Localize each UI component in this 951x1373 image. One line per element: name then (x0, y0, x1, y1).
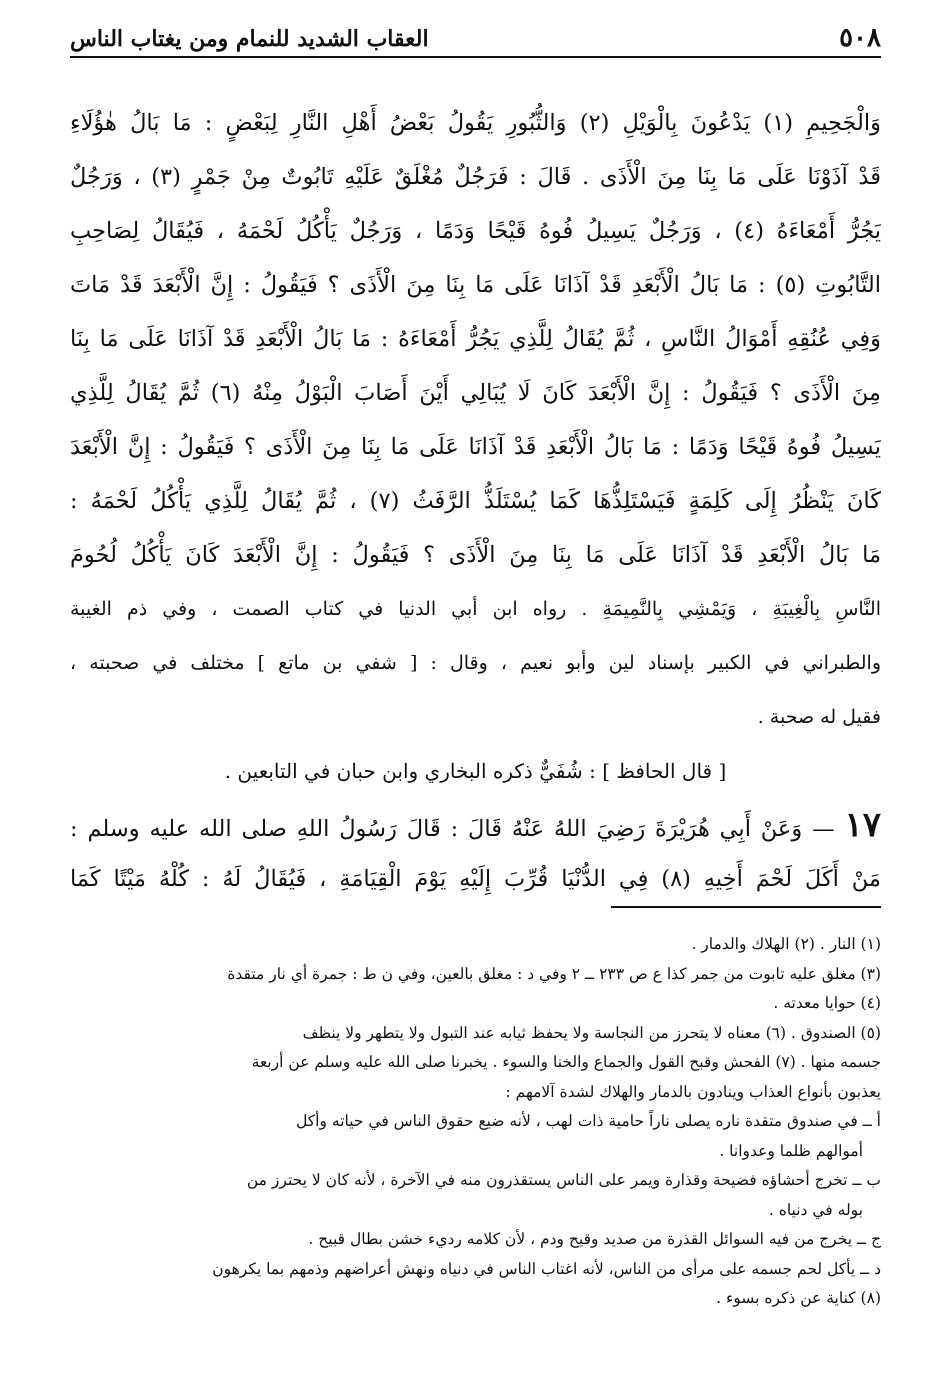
footnote-line: يعذبون بأنواع العذاب وينادون بالدمار والهلاك لشدة آلامهم : (505, 1082, 881, 1101)
hafiz-note: [ قال الحافظ ] : شُفَيٌّ ذكره البخاري وابن حبان في التابعين . (224, 759, 727, 783)
running-title: العقاب الشديد للنمام ومن يغتاب الناس (70, 26, 429, 52)
main-text (70, 96, 881, 906)
text-line: النَّاسِ بِالْغِيبَةِ ، وَيَمْشِي بِالنَّمِيمَةِ . رواه ابن أبي الدنيا في كتاب الصمت ، وفي ذم الغيبة (70, 598, 881, 620)
footnote-line: أ ــ في صندوق متقدة ناره يصلى ناراً حامية ذات لهب ، لأنه ضيع حقوق الناس في حياته وأكل (296, 1112, 881, 1130)
hadith-text: — وَعَنْ أَبِي هُرَيْرَةَ رَضِيَ اللهُ عَنْهُ قَالَ : قَالَ رَسُولُ اللهِ صلى الله عليه وسلم : (70, 816, 835, 842)
hadith-number: ١٧ (844, 805, 881, 845)
footnote-line: أموالهم ظلما وعدوانا . (719, 1141, 863, 1160)
text-line: قَدْ آذَوْنَا عَلَى مَا بِنَا مِنَ الْأَذَى . قَالَ : فَرَجُلٌ مُغْلَقٌ عَلَيْهِ تَابُوتٌ مِنْ جَمْرٍ (٣) ، وَرَجُلٌ (70, 164, 881, 190)
text-line: يَجُرُّ أَمْعَاءَهُ (٤) ، وَرَجُلٌ يَسِيلُ فُوهُ قَيْحًا وَدَمًا ، وَرَجُلٌ يَأْكُلُ لَحْمَهُ ، فَيُقَالُ لِصَاحِبِ (70, 218, 881, 244)
footnote-separator (611, 906, 881, 908)
page-number: ٥٠٨ (839, 23, 881, 53)
footnotes (70, 930, 881, 1314)
text-line: مَا بَالُ الْأَبْعَدِ قَدْ آذَانَا عَلَى مَا بِنَا مِنَ الْأَذَى ؟ فَيَقُولُ : إِنَّ الْأَبْعَدَ كَانَ يَأْكُلُ لُحُومَ (70, 542, 881, 568)
text-line: وَفِي عُنُقِهِ أَمْوَالُ النَّاسِ ، ثُمَّ يُقَالُ لِلَّذِي يَجُرُّ أَمْعَاءَهُ : مَا بَالُ الْأَبْعَدِ قَدْ آذَانَا عَلَى مَا بِنَا (70, 326, 881, 352)
text-line: كَانَ يَنْظُرُ إِلَى كَلِمَةٍ فَيَسْتَلِذُّهَا كَمَا يُسْتَلَذُّ الرَّفَثُ (٧) ، ثُمَّ يُقَالُ لِلَّذِي يَأْكُلُ لَحْمَهُ : (70, 488, 881, 514)
footnote-line: (٥) الصندوق . (٦) معناه لا يتحرز من النجاسة ولا يحفظ ثيابه عند التبول ولا يتطهر ولا ينظف (302, 1023, 881, 1042)
footnote-line: ب ــ تخرج أحشاؤه فضيحة وقذارة ويمر على الناس يستقذرون منه في الآخرة ، لأنه كان لا يحترز من (246, 1171, 881, 1189)
text-line: فقيل له صحبة . (757, 706, 881, 728)
text-line: مَنْ أَكَلَ لَحْمَ أَخِيهِ (٨) فِي الدُّنْيَا قُرِّبَ إِلَيْهِ يَوْمَ الْقِيَامَةِ ، فَيُقَالُ لَهُ : كُلْهُ مَيْتًا كَمَا (70, 866, 881, 892)
running-head (70, 22, 881, 58)
text-line: والطبراني في الكبير بإسناد لين وأبو نعيم ، وقال : [ شفي بن ماتع ] مختلف في صحبته ، (70, 652, 881, 674)
text-line: التَّابُوتِ (٥) : مَا بَالُ الْأَبْعَدِ قَدْ آذَانَا عَلَى مَا بِنَا مِنَ الْأَذَى ؟ فَيَقُولُ : إِنَّ الْأَبْعَدَ قَدْ مَاتَ (70, 272, 881, 298)
footnote-line: بوله في دنياه . (768, 1200, 863, 1219)
footnote-line: ج ــ يخرج من فيه السوائل القذرة من صديد وقيح ودم ، لأن كلامه رديء خشن بطال قبيح . (308, 1230, 881, 1248)
footnote-line: (١) النار . (٢) الهلاك والدمار . (691, 935, 881, 953)
text-line: مِنَ الْأَذَى ؟ فَيَقُولُ : إِنَّ الْأَبْعَدَ كَانَ لَا يُبَالِي أَيْنَ أَصَابَ الْبَوْلُ مِنْهُ (٦) ثُمَّ يُقَالُ لِلَّذِي (70, 380, 881, 406)
text-line: يَسِيلُ فُوهُ قَيْحًا وَدَمًا : مَا بَالُ الْأَبْعَدِ قَدْ آذَانَا عَلَى مَا بِنَا مِنَ الْأَذَى ؟ فَيَقُولُ : إِنَّ الْأَبْعَدَ (70, 434, 881, 460)
footnote-line: جسمه منها . (٧) الفحش وقبح القول والجماع والخنا والسوء . يخبرنا صلى الله عليه وسلم عن أربعة (251, 1053, 881, 1071)
footnote-line: د ــ يأكل لحم جسمه على مرأى من الناس، لأنه اغتاب الناس في دنياه ونهش أعراضهم وذمهم بما يكرهون (212, 1259, 881, 1278)
footnote-line: (٤) حوايا معدته . (773, 994, 881, 1012)
footnote-line: (٣) مغلق عليه تابوت من جمر كذا ع ص ٢٣٣ ــ ٢ وفي د : مغلق بالعين، وفي ن ط : جمرة أي نار متقدة (227, 964, 881, 983)
footnote-line: (٨) كناية عن ذكره بسوء . (716, 1289, 881, 1307)
hadith-opening-line (70, 798, 881, 852)
text-line: وَالْجَحِيمِ (١) يَدْعُونَ بِالْوَيْلِ (٢) وَالثُّبُورِ يَقُولُ بَعْضُ أَهْلِ النَّارِ لِبَعْضٍ : مَا بَالُ هٰؤُلَاءِ (70, 110, 881, 136)
